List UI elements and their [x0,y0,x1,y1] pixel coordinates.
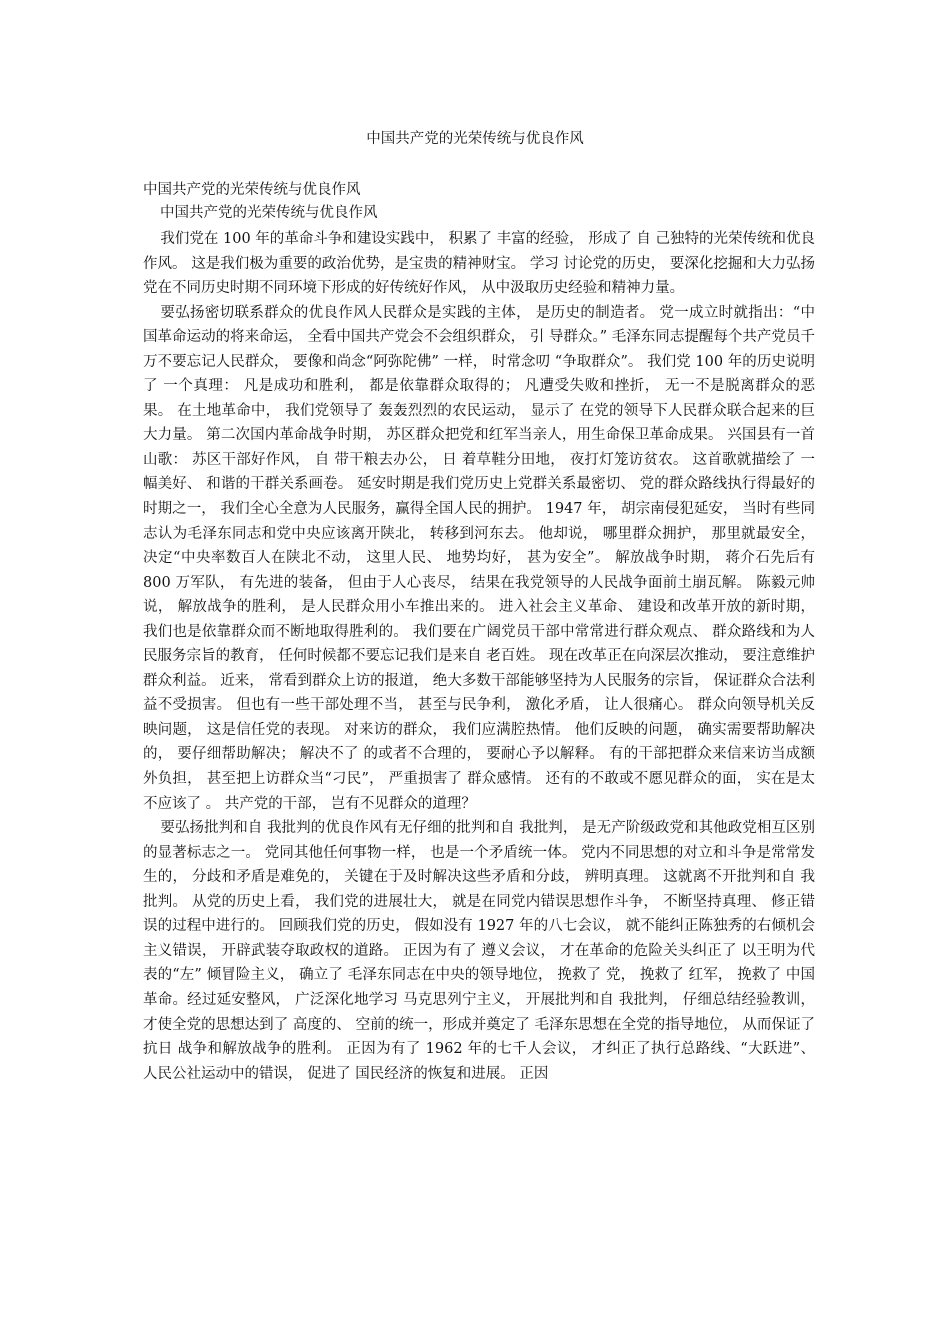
document-title: 中国共产党的光荣传统与优良作风 [366,131,584,147]
paragraph-intro: 我们党在 100 年的革命斗争和建设实践中， 积累了 丰富的经验， 形成了 自 己独特的光荣传统和优良作风。 这是我们极为重要的政治优势，是宝贵的精神财宝。 学习 讨论党的历史， 要深化挖掘和大力弘扬党在不同历史时期不同环境下形成的好传统好作风， 从中汲取历史经验和精神力量。 [143,231,815,297]
paragraph-self-criticism: 要弘扬批判和自 我批判的优良作风有无仔细的批判和自 我批判， 是无产阶级政党和其他政党相互区别的显著标志之一。 党同其他任何事物一样， 也是一个矛盾统一体。 党内不同思想的对立和斗争是常常发生的， 分歧和矛盾是难免的， 关键在于及时解决这些矛盾和分歧， 辨明真理。 这就离不开批判和自 我批判。 从党的历史上看， 我们党的进展壮大， 就是在同党内错误思想作斗争， 不断坚持真理、 修正错误的过程中进行的。 回顾我们党的历史， 假如没有 1927 年的八七会议， 就不能纠正陈独秀的右倾机会主义错误， 开辟武装夺取政权的道路。 正因为有了 遵义会议， 才在革命的危险关头纠正了 以王明为代表的“左” 倾冒险主义， 确立了 毛泽东同志在中央的领导地位， 挽救了 党， 挽救了 红军， 挽救了 中国革命。经过延安整风， 广泛深化地学习 马克思列宁主义， 开展批判和自 我批判， 仔细总结经验教训， 才使全党的思想达到了 高度的、 空前的统一，形成并奠定了 毛泽东思想在全党的指导地位， 从而保证了 抗日 战争和解放战争的胜利。 正因为有了 1962 年的七千人会议， 才纠正了执行总路线、“大跃进”、 人民公社运动中的错误， 促进了 国民经济的恢复和进展。 正因 [143,820,815,1082]
document-body [143,227,815,1086]
paragraph-mass-line: 要弘扬密切联系群众的优良作风人民群众是实践的主体， 是历史的制造者。 党一成立时就指出：“中国革命运动的将来命运， 全看中国共产党会不会组织群众， 引 导群众。” 毛泽东同志提醒每个共产党员千万不要忘记人民群众， 要像和尚念“阿弥陀佛” 一样， 时常念叨 “争取群众”。 我们党 100 年的历史说明了 一个真理： 凡是成功和胜利， 都是依靠群众取得的； 凡遭受失败和挫折， 无一不是脱离群众的恶果。 在土地革命中， 我们党领导了 轰轰烈烈的农民运动， 显示了 在党的领导下人民群众联合起来的巨大力量。 第二次国内革命战争时期， 苏区群众把党和红军当亲人，用生命保卫革命成果。 兴国县有一首山歌： 苏区干部好作风， 自 带干粮去办公， 日 着草鞋分田地， 夜打灯笼访贫农。 这首歌就描绘了 一幅美好、 和谐的干群关系画卷。 延安时期是我们党历史上党群关系最密切、 党的群众路线执行得最好的时期之一， 我们全心全意为人民服务，赢得全国人民的拥护。 1947 年， 胡宗南侵犯延安， 当时有些同志认为毛泽东同志和党中央应该离开陕北， 转移到河东去。 他却说， 哪里群众拥护， 那里就最安全， 决定“中央率数百人在陕北不动， 这里人民、 地势均好， 甚为安全”。 解放战争时期， 蒋介石先后有 800 万军队， 有先进的装备， 但由于人心丧尽， 结果在我党领导的人民战争面前土崩瓦解。 陈毅元帅说， 解放战争的胜利， 是人民群众用小车推出来的。 进入社会主义革命、 建设和改革开放的新时期， 我们也是依靠群众而不断地取得胜利的。 我们要在广阔党员干部中常常进行群众观点、 群众路线和为人民服务宗旨的教育， 任何时候都不要忘记我们是来自 老百姓。 现在改革正在向深层次推动， 要注意维护群众利益。 近来， 常看到群众上访的报道， 绝大多数干部能够坚持为人民服务的宗旨， 保证群众合法利益不受损害。 但也有一些干部处理不当， 甚至与民争利， 激化矛盾， 让人很痛心。 群众向领导机关反映问题， 这是信任党的表现。 对来访的群众， 我们应满腔热情。 他们反映的问题， 确实需要帮助解决的， 要仔细帮助解决； 解决不了 的或者不合理的， 要耐心予以解释。 有的干部把群众来信来访当成额外负担， 甚至把上访群众当“刁民”， 严重损害了 群众感情。 还有的不敢或不愿见群众的面， 实在是太不应该了 。 共产党的干部， 岂有不见群众的道理？ [143,304,815,812]
section-subheading: 中国共产党的光荣传统与优良作风 [160,205,378,221]
section-heading: 中国共产党的光荣传统与优良作风 [143,182,361,198]
